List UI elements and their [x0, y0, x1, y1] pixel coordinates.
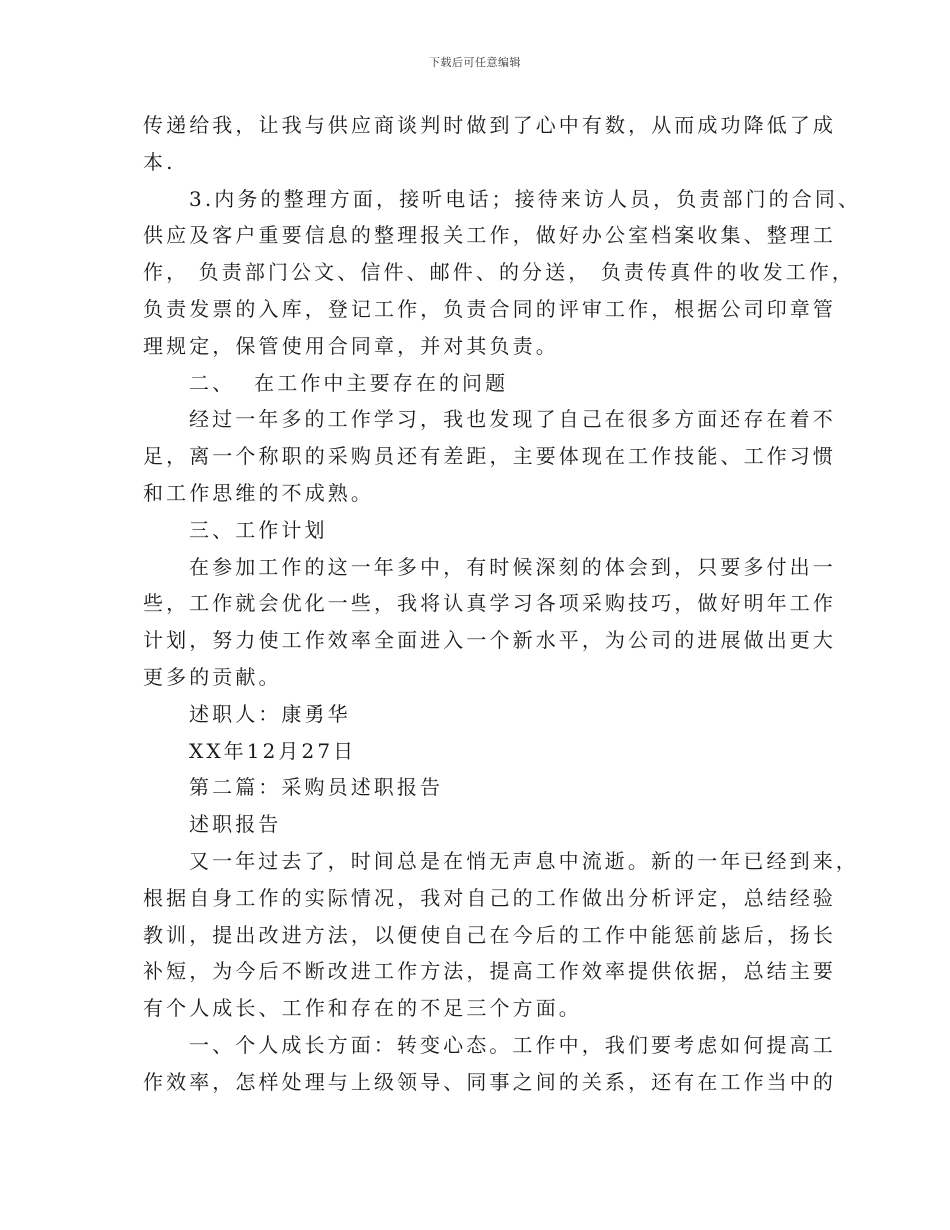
text-line: 负责发票的入库，登记工作，负责合同的评审工作，根据公司印章管: [143, 296, 836, 321]
text-line: 供应及客户重要信息的整理报关工作，做好办公室档案收集、整理工: [143, 223, 836, 248]
document-body: [143, 107, 862, 1101]
text-line: 理规定，保管使用合同章，并对其负责。: [143, 333, 559, 358]
chapter-title: 第二篇：采购员述职报告: [189, 775, 444, 800]
text-line: 又一年过去了，时间总是在悄无声息中流逝。新的一年已经到来，: [189, 848, 859, 873]
report-title: 述职报告: [189, 812, 282, 837]
section-heading: 二、 在工作中主要存在的问题: [189, 370, 509, 395]
text-line: 些，工作就会优化一些，我将认真学习各项采购技巧，做好明年工作: [143, 591, 836, 616]
text-line: 在参加工作的这一年多中，有时候深刻的体会到，只要多付出一: [189, 554, 836, 579]
text-line: 传递给我，让我与供应商谈判时做到了心中有数，从而成功降低了成: [143, 113, 836, 137]
text-line: 经过一年多的工作学习，我也发现了自己在很多方面还存在着不: [189, 407, 836, 432]
text-line: 教训，提出改进方法，以便使自己在今后的工作中能惩前毖后，扬长: [143, 922, 836, 947]
text-line: 根据自身工作的实际情况，我对自己的工作做出分析评定，总结经验: [143, 885, 836, 910]
text-line: 更多的贡献。: [143, 664, 282, 689]
section-heading: 三、工作计划: [189, 517, 328, 542]
text-line: 本.: [143, 149, 176, 174]
text-line: 3.内务的整理方面，接听电话；接待来访人员，负责部门的合同、: [189, 186, 862, 211]
text-line: 作， 负责部门公文、信件、邮件、的分送， 负责传真件的收发工作，: [143, 260, 855, 285]
text-line: 有个人成长、工作和存在的不足三个方面。: [143, 996, 582, 1021]
page-header: 下载后可任意编辑: [429, 56, 521, 69]
text-line: 作效率，怎样处理与上级领导、同事之间的关系，还有在工作当中的: [143, 1069, 836, 1094]
text-line: 和工作思维的不成熟。: [143, 480, 374, 505]
text-line: 补短，为今后不断改进工作方法，提高工作效率提供依据，总结主要: [143, 959, 836, 984]
text-line: 一、个人成长方面：转变心态。工作中，我们要考虑如何提高工: [189, 1032, 836, 1057]
text-line: 足，离一个称职的采购员还有差距，主要体现在工作技能、工作习惯: [143, 444, 836, 469]
text-line: 计划，努力使工作效率全面进入一个新水平，为公司的进展做出更大: [143, 628, 836, 653]
date-line: XX年12月27日: [189, 738, 357, 763]
signature-line: 述职人：康勇华: [189, 701, 351, 726]
